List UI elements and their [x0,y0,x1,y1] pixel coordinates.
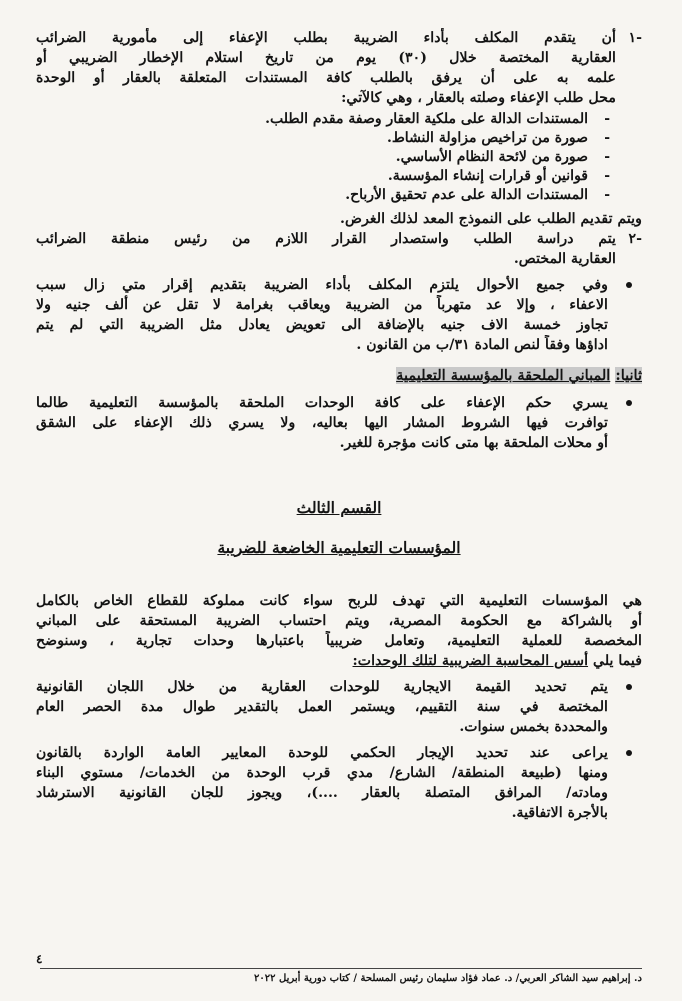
section-two-paragraph [36,393,642,453]
bullet-icon [626,684,632,690]
text-line: أن يتقدم المكلف بأداء الضريبة بطلب الإعفاء إلى مأمورية الضرائب [36,30,616,46]
penalty-paragraph [36,275,642,355]
text-line: يسري حكم الإعفاء على كافة الوحدات الملحقة بالمؤسسة التعليمية طالما [36,395,608,411]
text-line: المختصة في سنة التقييم، ويستمر العمل بالتقدير طوال مدة الحصر العام [36,699,608,715]
required-documents-list [36,110,642,205]
text-line: ومنها (طبيعة المنطقة/ الشارع/ مدي قرب الوحدة من الخدمات/ مستوي البناء [36,765,608,781]
list-item: - المستندات الدالة على ملكية العقار وصفة مقدم الطلب. [265,111,610,127]
definition-paragraph [36,591,642,671]
item-number: -١ [628,30,642,46]
text-line: هي المؤسسات التعليمية التي تهدف للربح سواء كانت مملوكة للقطاع الخاص بالكامل [36,593,642,609]
part-heading: القسم الثالث [296,498,382,517]
text-line [36,651,642,671]
section-label: ثانيا: [615,367,642,384]
lead-text: فيما يلي [593,653,642,669]
page-footer: د. إبراهيم سيد الشاكر العربي/ د. عماد فؤاد سليمان رئيس المسلحة / كتاب دورية أبريل ٢٠٢٢ [40,968,642,986]
list-item: - قوانين أو قرارات إنشاء المؤسسة. [387,168,610,184]
section-two-heading [36,365,642,387]
text-line: العقارية المختصة خلال (٣٠) يوم من تاريخ استلام الإخطار الضريبي أو [36,50,616,66]
text-line: أو محلات الملحقة بها متى كانت مؤجرة للغير. [339,435,608,451]
text-line: اداؤها وفقاً لنص المادة ٣١/ب من القانون . [356,337,608,353]
part-title: المؤسسات التعليمية الخاضعة للضريبة [217,538,461,557]
item-number: -٢ [628,231,642,247]
text-line: علمه به على أن يرفق بالطلب كافة المستندات المتعلقة بالعقار أو الوحدة [36,70,616,86]
text-line: الاعفاء ، وإلا عد متهرباً من الضريبة ويعاقب بغرامة لا تقل عن ألف جنيه ولا [36,297,608,313]
basis-item [36,677,642,737]
underlined-text: أسس المحاسبة الضريبية لتلك الوحدات: [352,653,589,669]
text-line: العقارية المختص. [513,251,616,267]
list-item: - صورة من لائحة النظام الأساسي. [395,149,610,165]
text-line: يتم دراسة الطلب واستصدار القرار اللازم من رئيس منطقة الضرائب [36,231,616,247]
text-line: محل طلب الإعفاء وصلته بالعقار ، وهي كالآتي: [341,90,616,106]
text-line: ومادته/ المرافق المتصلة بالعقار ....)، ويجوز للجان القانونية الاسترشاد [36,785,608,801]
bullet-icon [626,282,632,288]
text-line: بالأجرة الاتفاقية. [511,805,608,821]
bullet-icon [626,400,632,406]
text-line: توافرت فيها الشروط المشار اليها بعاليه، ولا يسري ذلك الإعفاء على الشقق [36,415,608,431]
text-line: تجاوز خمسة الاف جنيه بالإضافة الى تعويض يعادل مثل الضريبة التي لم يتم [36,317,608,333]
step-two-paragraph [36,229,642,269]
text-line: وفي جميع الأحوال يلتزم المكلف بأداء الضريبة بتقديم إقرار متي زال سبب [36,277,608,293]
list-item: - المستندات الدالة على عدم تحقيق الأرباح. [345,187,610,203]
submission-note: ويتم تقديم الطلب على النموذج المعد لذلك الغرض. [340,211,642,227]
intro-paragraph [36,28,642,108]
text-line: يتم تحديد القيمة الايجارية للوحدات العقارية من خلال اللجان القانونية [36,679,608,695]
text-line: والمحددة بخمس سنوات. [459,719,608,735]
text-line: أو بالشراكة مع الحكومة المصرية، ويتم احتساب الضريبة المستحقة على المباني [36,613,642,629]
text-line: يراعى عند تحديد الإيجار الحكمي للوحدة المعايير العامة الواردة بالقانون [36,745,608,761]
section-title: المباني الملحقة بالمؤسسة التعليمية [396,367,611,384]
text-line: المخصصة للعملية التعليمية، وتعامل ضريبياً باعتبارها وحدات تجارية ، وسنوضح [36,633,642,649]
basis-item [36,743,642,823]
page-number: ٤ [36,952,43,966]
bullet-icon [626,750,632,756]
list-item: - صورة من تراخيص مزاولة النشاط. [386,130,610,146]
